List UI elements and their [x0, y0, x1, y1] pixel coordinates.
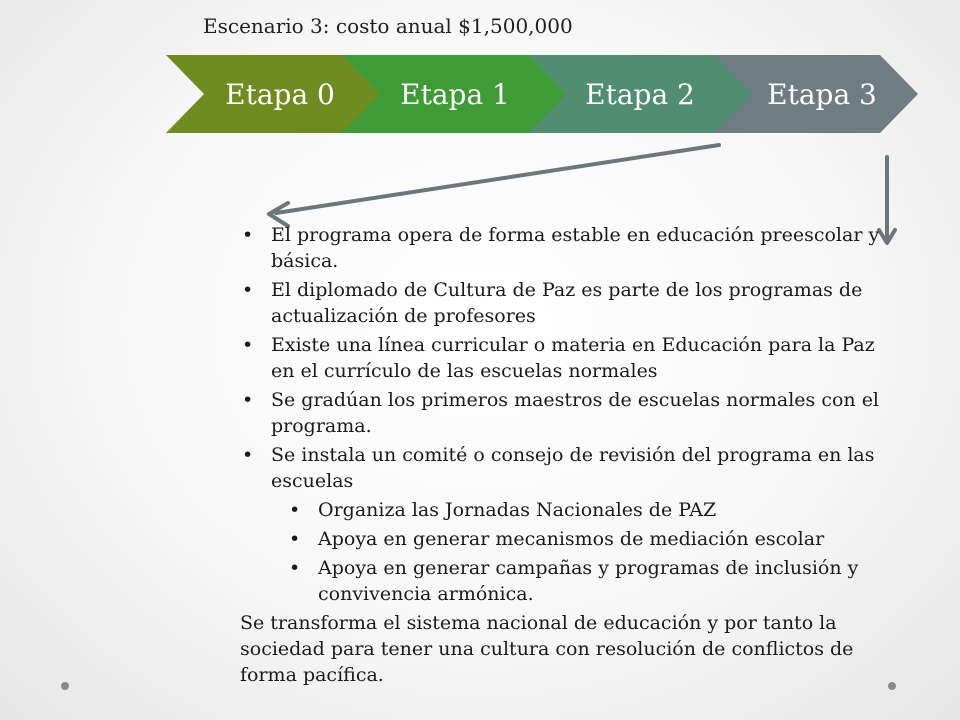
bullet-item: • Se instala un comité o consejo de revisión del programa en las escuelas [240, 442, 880, 494]
sub-bullet-item: • Apoya en generar campañas y programas de inclusión y convivencia armónica. [240, 555, 880, 607]
stage-description [240, 222, 880, 688]
bullet-item: • El programa opera de forma estable en educación preescolar y básica. [240, 222, 880, 274]
stage-label-1: Etapa 1 [400, 78, 510, 111]
slide-title: Escenario 3: costo anual $1,500,000 [203, 14, 573, 38]
bullet-list [240, 222, 880, 607]
stage-label-2: Etapa 2 [585, 78, 695, 111]
stage-label-0: Etapa 0 [225, 78, 335, 111]
down-arrow [879, 157, 895, 243]
bullet-item: • Se gradúan los primeros maestros de escuelas normales con el programa. [240, 387, 880, 439]
stage-chevron-0 [166, 55, 382, 133]
sub-bullet-item: • Apoya en generar mecanismos de mediación escolar [240, 526, 880, 552]
decorative-dot-left [61, 682, 69, 690]
closing-paragraph: Se transforma el sistema nacional de educación y por tanto la sociedad para tener una cultura con resolución de conflictos de forma pacífica. [240, 612, 854, 686]
decorative-dot-right [888, 682, 896, 690]
stage-label-3: Etapa 3 [767, 78, 877, 111]
bullet-item: • El diplomado de Cultura de Paz es parte de los programas de actualización de profesores [240, 277, 880, 329]
diagonal-arrow [269, 145, 719, 226]
bullet-item: • Existe una línea curricular o materia en Educación para la Paz en el currículo de las escuelas normales [240, 332, 880, 384]
diagonal-arrow-line [276, 145, 719, 213]
sub-bullet-item: • Organiza las Jornadas Nacionales de PAZ [240, 497, 880, 523]
